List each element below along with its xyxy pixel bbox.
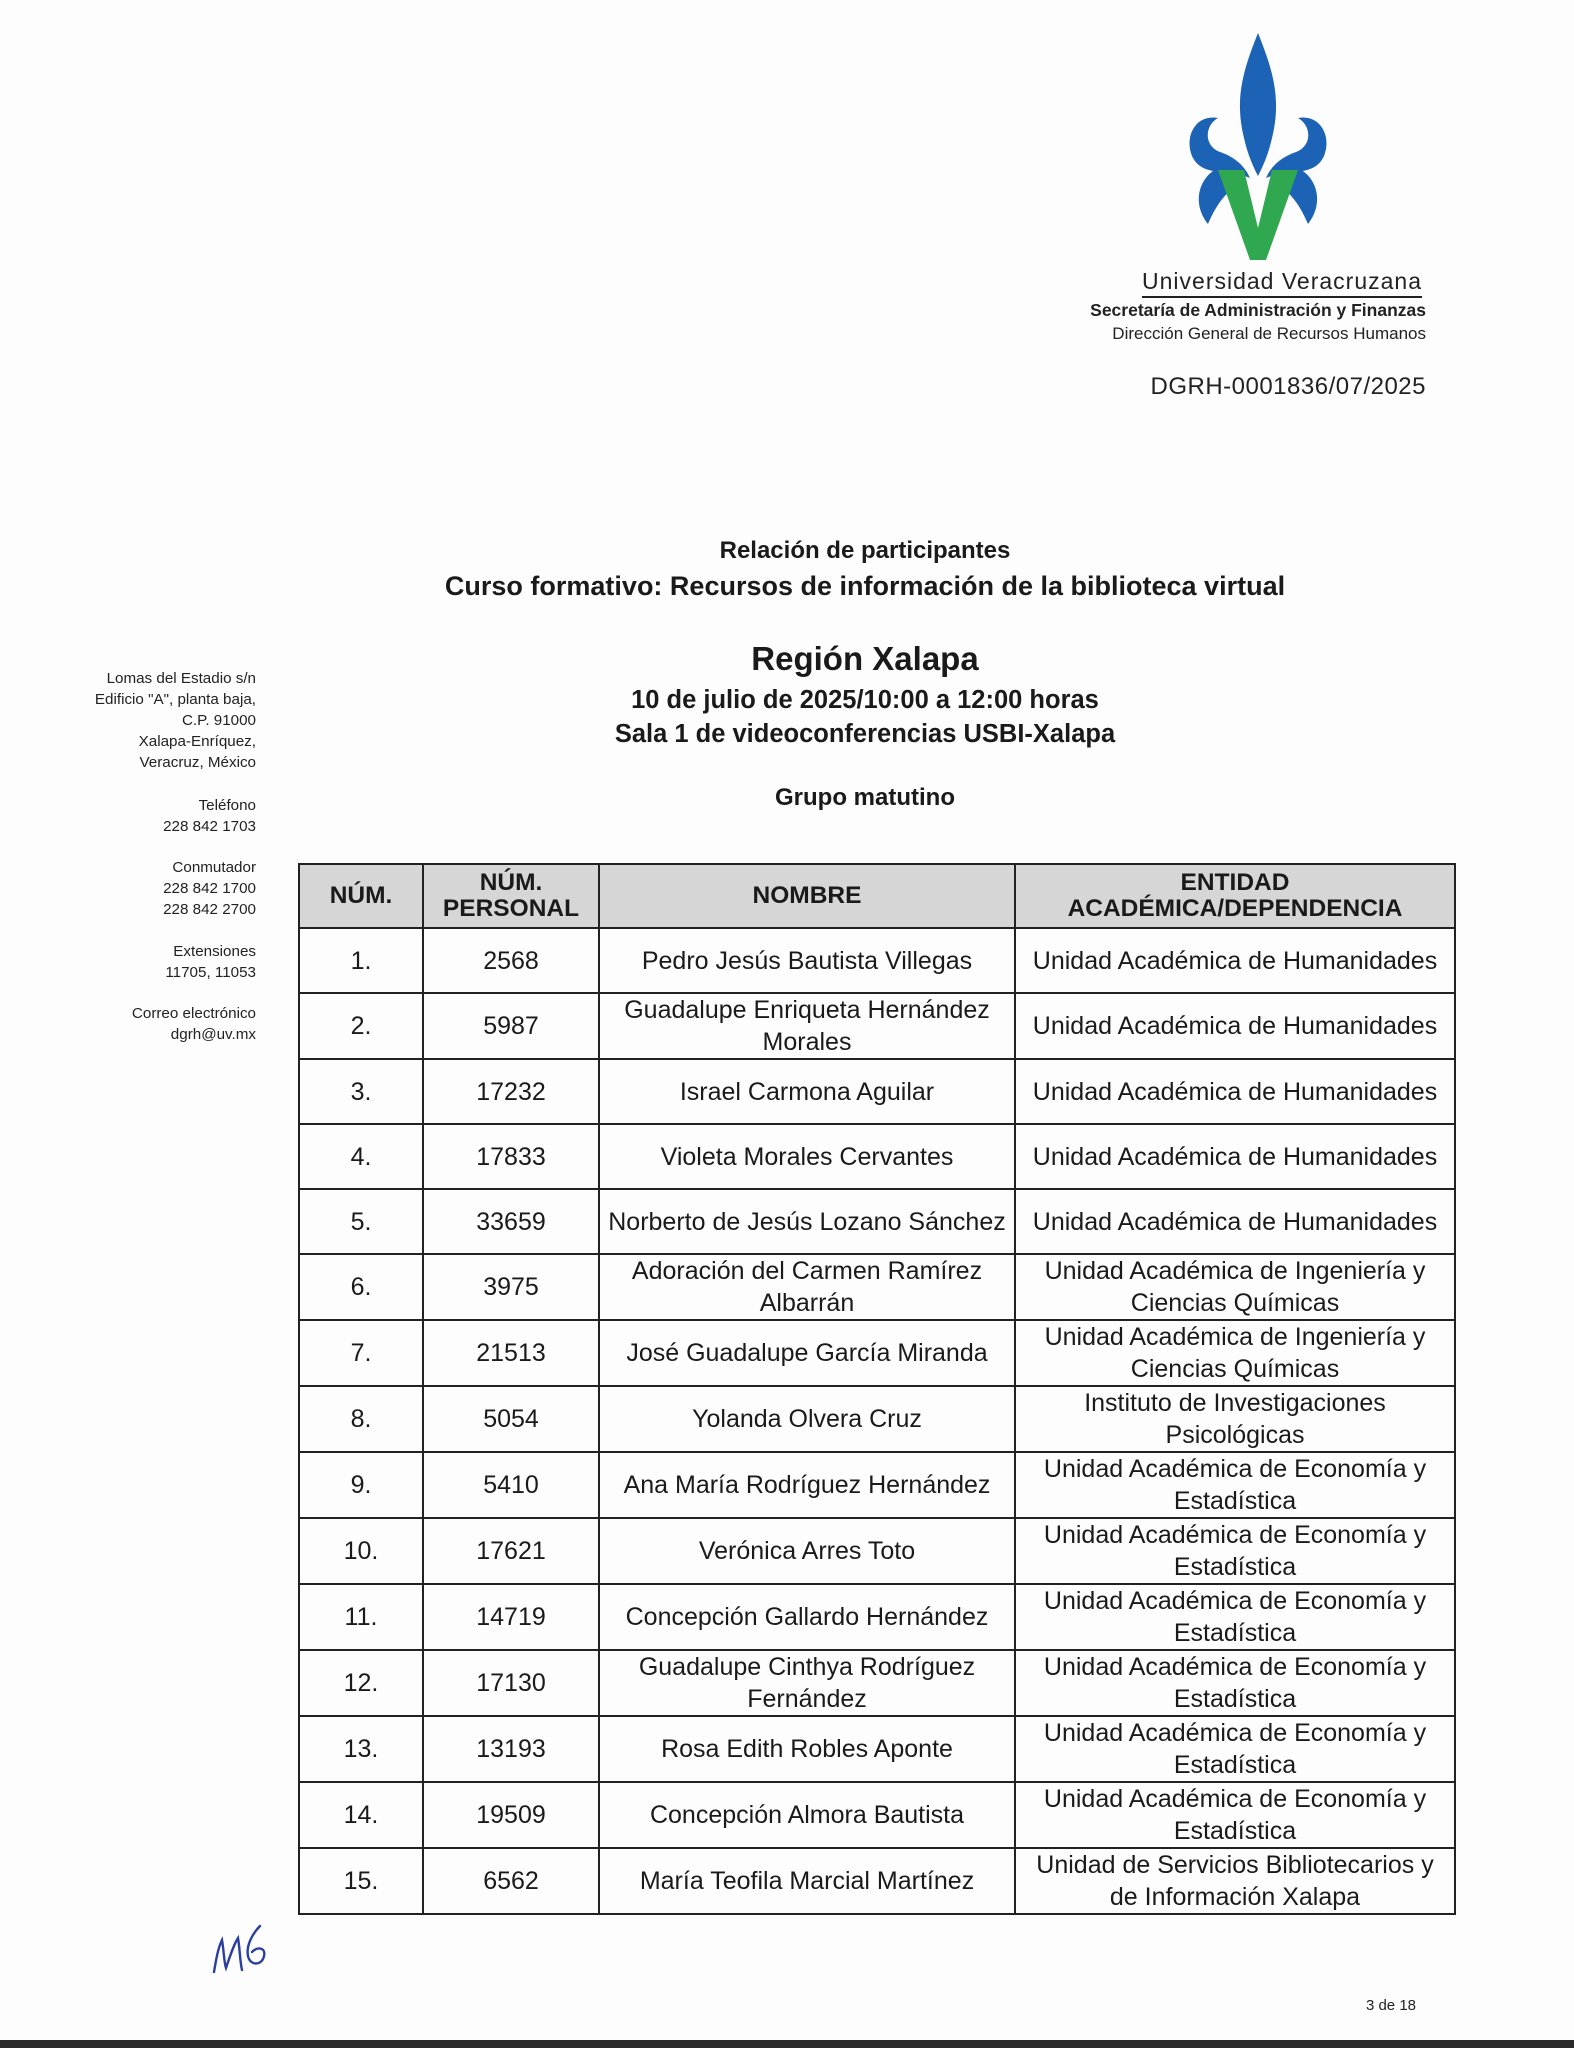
table-row — [299, 1320, 1455, 1386]
address-line: Lomas del Estadio s/n — [106, 670, 256, 687]
table-row — [299, 1386, 1455, 1452]
participants-table — [298, 863, 1456, 1915]
extensions-label: Extensiones — [173, 943, 256, 960]
secretaria-name: Secretaría de Administración y Finanzas — [1090, 300, 1426, 320]
row-num: 15. — [299, 1848, 423, 1914]
participant-name: María Teofila Marcial Martínez — [599, 1848, 1015, 1914]
participant-name: Yolanda Olvera Cruz — [599, 1386, 1015, 1452]
personnel-number: 5987 — [423, 993, 599, 1059]
row-num: 6. — [299, 1254, 423, 1320]
row-num: 8. — [299, 1386, 423, 1452]
participant-entity: Unidad Académica de Ingeniería y Ciencias Químicas — [1015, 1320, 1455, 1386]
event-date: 10 de julio de 2025/10:00 a 12:00 horas — [631, 686, 1099, 714]
row-num: 11. — [299, 1584, 423, 1650]
row-num: 5. — [299, 1189, 423, 1254]
row-num: 14. — [299, 1782, 423, 1848]
switchboard-label: Conmutador — [172, 859, 256, 876]
participant-entity: Unidad Académica de Economía y Estadística — [1015, 1716, 1455, 1782]
participant-name: Pedro Jesús Bautista Villegas — [599, 928, 1015, 993]
table-header-row — [299, 864, 1455, 928]
table-row — [299, 1848, 1455, 1914]
title-course: Curso formativo: Recursos de información de la biblioteca virtual — [444, 571, 1286, 601]
row-num: 4. — [299, 1124, 423, 1189]
participant-name: Adoración del Carmen Ramírez Albarrán — [599, 1254, 1015, 1320]
participant-entity: Unidad de Servicios Bibliotecarios y de Información Xalapa — [1015, 1848, 1455, 1914]
email-label: Correo electrónico — [131, 1005, 256, 1022]
direccion-name: Dirección General de Recursos Humanos — [1112, 324, 1426, 343]
row-num: 9. — [299, 1452, 423, 1518]
table-row — [299, 1650, 1455, 1716]
table-row — [299, 1452, 1455, 1518]
contact-switchboard — [163, 857, 256, 920]
personnel-number: 5054 — [423, 1386, 599, 1452]
participant-entity: Unidad Académica de Humanidades — [1015, 993, 1455, 1059]
row-num: 3. — [299, 1059, 423, 1124]
col-header-name: NOMBRE — [599, 864, 1015, 928]
personnel-number: 14719 — [423, 1584, 599, 1650]
switchboard-number: 228 842 1700 — [163, 880, 256, 897]
row-num: 10. — [299, 1518, 423, 1584]
participant-name: Concepción Almora Bautista — [599, 1782, 1015, 1848]
table-row — [299, 1518, 1455, 1584]
row-num: 13. — [299, 1716, 423, 1782]
personnel-number: 17232 — [423, 1059, 599, 1124]
participant-name: José Guadalupe García Miranda — [599, 1320, 1015, 1386]
participant-entity: Unidad Académica de Economía y Estadística — [1015, 1452, 1455, 1518]
document-folio: DGRH-0001836/07/2025 — [1150, 373, 1426, 400]
switchboard-number: 228 842 2700 — [163, 901, 256, 918]
col-header-personal: NÚM. PERSONAL — [423, 864, 599, 928]
address-line: C.P. 91000 — [181, 712, 256, 729]
participant-name: Guadalupe Enriqueta Hernández Morales — [599, 993, 1015, 1059]
personnel-number: 5410 — [423, 1452, 599, 1518]
address-line: Edificio "A", planta baja, — [94, 691, 256, 708]
event-group: Grupo matutino — [775, 784, 955, 811]
extensions-value: 11705, 11053 — [165, 964, 256, 981]
participant-name: Rosa Edith Robles Aponte — [599, 1716, 1015, 1782]
personnel-number: 17833 — [423, 1124, 599, 1189]
contact-phone — [163, 795, 256, 837]
personnel-number: 3975 — [423, 1254, 599, 1320]
table-row — [299, 1254, 1455, 1320]
address-line: Veracruz, México — [139, 754, 256, 771]
contact-extensions — [165, 941, 256, 983]
table-row — [299, 1584, 1455, 1650]
participant-entity: Unidad Académica de Humanidades — [1015, 928, 1455, 993]
col-header-num: NÚM. — [299, 864, 423, 928]
participant-entity: Unidad Académica de Economía y Estadística — [1015, 1584, 1455, 1650]
table-row — [299, 1782, 1455, 1848]
row-num: 2. — [299, 993, 423, 1059]
participant-entity: Unidad Académica de Ingeniería y Ciencias Químicas — [1015, 1254, 1455, 1320]
phone-number: 228 842 1703 — [163, 818, 256, 835]
personnel-number: 2568 — [423, 928, 599, 993]
university-name: Universidad Veracruzana — [1142, 268, 1422, 298]
address-line: Xalapa-Enríquez, — [138, 733, 256, 750]
page-edge-divider — [0, 2040, 1574, 2048]
personnel-number: 21513 — [423, 1320, 599, 1386]
email-value: dgrh@uv.mx — [170, 1026, 256, 1043]
university-logo — [1178, 28, 1338, 266]
contact-email — [132, 1003, 256, 1045]
participant-name: Verónica Arres Toto — [599, 1518, 1015, 1584]
col-header-entity: ENTIDAD ACADÉMICA/DEPENDENCIA — [1015, 864, 1455, 928]
row-num: 1. — [299, 928, 423, 993]
table-row — [299, 1189, 1455, 1254]
contact-address — [95, 668, 256, 773]
participant-entity: Unidad Académica de Economía y Estadística — [1015, 1782, 1455, 1848]
page-number: 3 de 18 — [1365, 1997, 1416, 2014]
participant-entity: Unidad Académica de Humanidades — [1015, 1059, 1455, 1124]
row-num: 7. — [299, 1320, 423, 1386]
participant-entity: Unidad Académica de Humanidades — [1015, 1124, 1455, 1189]
participant-name: Concepción Gallardo Hernández — [599, 1584, 1015, 1650]
event-place: Sala 1 de videoconferencias USBI-Xalapa — [614, 720, 1116, 748]
personnel-number: 19509 — [423, 1782, 599, 1848]
table-row — [299, 1716, 1455, 1782]
participant-entity: Unidad Académica de Economía y Estadística — [1015, 1650, 1455, 1716]
personnel-number: 17130 — [423, 1650, 599, 1716]
personnel-number: 17621 — [423, 1518, 599, 1584]
table-row — [299, 1059, 1455, 1124]
row-num: 12. — [299, 1650, 423, 1716]
participant-entity: Unidad Académica de Humanidades — [1015, 1189, 1455, 1254]
participant-entity: Instituto de Investigaciones Psicológicas — [1015, 1386, 1455, 1452]
table-row — [299, 1124, 1455, 1189]
participant-entity: Unidad Académica de Economía y Estadística — [1015, 1518, 1455, 1584]
title-region: Región Xalapa — [751, 640, 979, 677]
personnel-number: 6562 — [423, 1848, 599, 1914]
participant-name: Ana María Rodríguez Hernández — [599, 1452, 1015, 1518]
table-row — [299, 928, 1455, 993]
handwritten-initials — [208, 1922, 274, 1978]
participant-name: Guadalupe Cinthya Rodríguez Fernández — [599, 1650, 1015, 1716]
personnel-number: 33659 — [423, 1189, 599, 1254]
title-relation: Relación de participantes — [719, 537, 1011, 564]
phone-label: Teléfono — [198, 797, 256, 814]
participant-name: Norberto de Jesús Lozano Sánchez — [599, 1189, 1015, 1254]
participant-name: Violeta Morales Cervantes — [599, 1124, 1015, 1189]
participant-name: Israel Carmona Aguilar — [599, 1059, 1015, 1124]
table-row — [299, 993, 1455, 1059]
personnel-number: 13193 — [423, 1716, 599, 1782]
